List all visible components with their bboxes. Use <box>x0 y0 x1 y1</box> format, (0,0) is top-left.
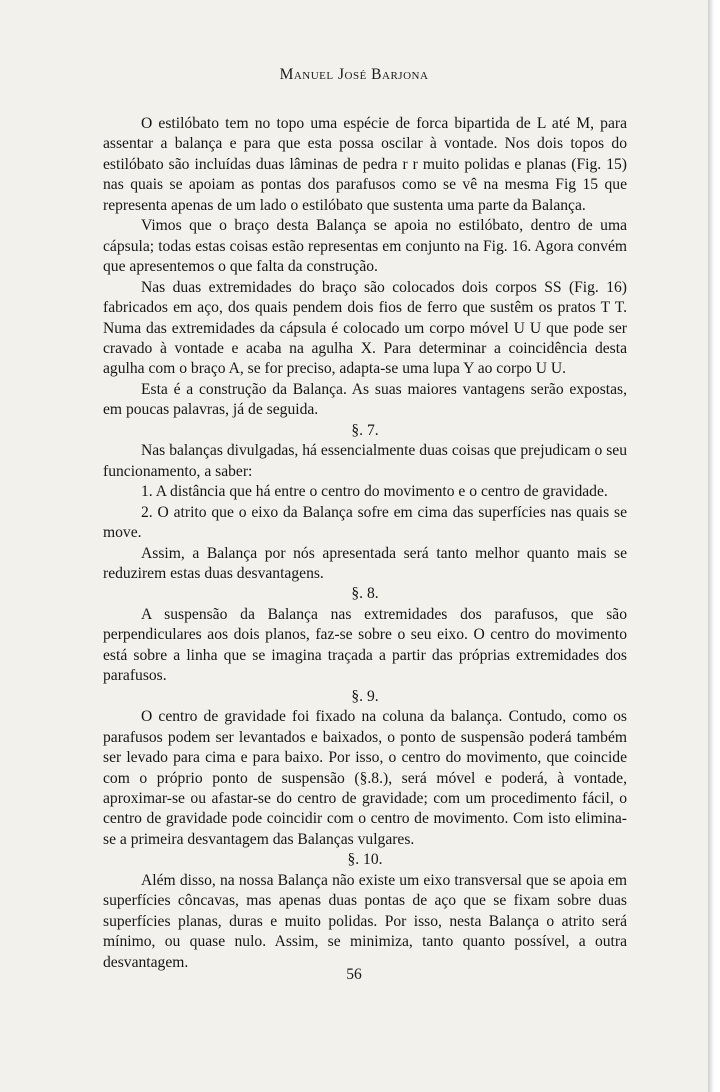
page-edge <box>708 0 720 1092</box>
paragraph: Nas duas extremidades do braço são colocados dois corpos SS (Fig. 16) fabricados em aço, dos quais pendem dois fios de ferro que sustêm os pratos T T. Numa das extremidades da cápsula é colocado um corpo móvel U U que pode ser cravado à vontade e acaba na agulha X. Para determinar a coincidência desta agulha com o braço A, se for preciso, adapta-se uma lupa Y ao corpo U U. <box>103 278 627 378</box>
body-text <box>103 114 627 973</box>
paragraph: O centro de gravidade foi fixado na coluna da balança. Contudo, como os parafusos podem ser levantados e baixados, o ponto de suspensão poderá também ser levado para cima e para baixo. Por isso, o centro do movimento, que coincide com o próprio ponto de suspensão (§.8.), será móvel e poderá, à vontade, aproximar-se ou afastar-se do centro de gravidade; com um procedimento fácil, o centro de gravidade pode coincidir com o centro de movimento. Com isto elimina-se a primeira desvantagem das Balanças vulgares. <box>103 708 627 848</box>
paragraph: Além disso, na nossa Balança não existe um eixo transversal que se apoia em superfícies côncavas, mas apenas duas pontas de aço que se fixam sobre duas superfícies planas, duras e muito polidas. Por isso, nesta Balança o atrito será mínimo, ou quase nulo. Assim, se minimiza, tanto quanto possível, a outra desvantagem. <box>103 871 627 971</box>
page-number: 56 <box>346 966 362 983</box>
paragraph: Nas balanças divulgadas, há essencialmente duas coisas que prejudicam o seu funcionamento, a saber: <box>103 442 627 480</box>
list-item: 2. O atrito que o eixo da Balança sofre em cima das superfícies nas quais se move. <box>103 503 627 542</box>
section-heading: §. 8. <box>351 585 379 603</box>
paragraph: Assim, a Balança por nós apresentada será tanto melhor quanto mais se reduzirem estas duas desvantagens. <box>103 544 627 582</box>
section-heading: §. 10. <box>347 851 383 869</box>
running-head: Manuel José Barjona <box>279 66 429 83</box>
paragraph: O estilóbato tem no topo uma espécie de forca bipartida de L até M, para assentar a balança e para que esta possa oscilar à vontade. Nos dois topos do estilóbato são incluídas duas lâminas de pedra r r muito polidas e planas (Fig. 15) nas quais se apoiam as pontas dos parafusos como se vê na mesma Fig 15 que representa apenas de um lado o estilóbato que sustenta uma parte da Balança. <box>103 115 627 214</box>
paragraph: A suspensão da Balança nas extremidades dos parafusos, que são perpendiculares aos dois planos, faz-se sobre o seu eixo. O centro do movimento está sobre a linha que se imagina traçada a partir das próprias extremidades dos parafusos. <box>103 605 627 685</box>
paragraph: Vimos que o braço desta Balança se apoia no estilóbato, dentro de uma cápsula; todas estas coisas estão representas em conjunto na Fig. 16. Agora convém que apresentemos o que falta da construção. <box>103 217 627 276</box>
list-item: 1. A distância que há entre o centro do movimento e o centro de gravidade. <box>141 483 608 501</box>
section-heading: §. 9. <box>351 687 379 705</box>
section-heading: §. 7. <box>351 421 379 439</box>
paragraph: Esta é a construção da Balança. As suas maiores vantagens serão expostas, em poucas palavras, já de seguida. <box>103 380 627 419</box>
